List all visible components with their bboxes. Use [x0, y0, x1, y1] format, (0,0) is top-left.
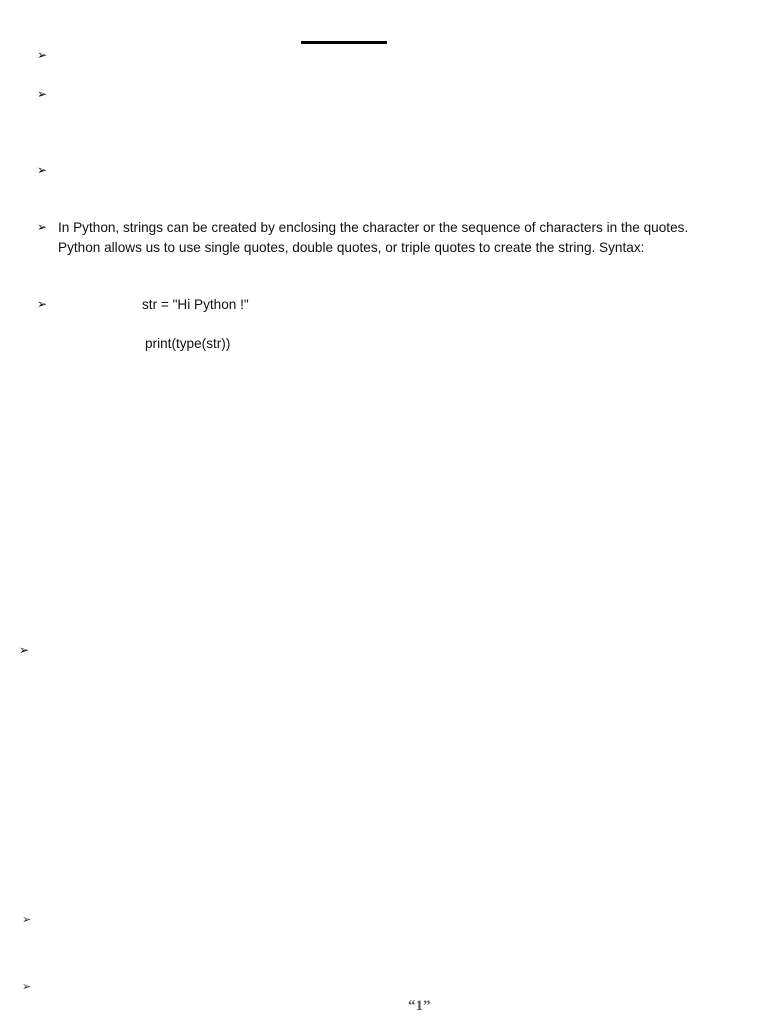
bullet-arrow-icon: ➢ — [22, 980, 32, 993]
page-number: “1” — [408, 998, 431, 1014]
bullet-arrow-icon: ➢ — [37, 220, 48, 234]
bullet-arrow-icon: ➢ — [37, 87, 48, 101]
paragraph-line: In Python, strings can be created by enclosing the character or the sequence of characters in the quotes. — [58, 220, 689, 235]
strings-paragraph — [58, 218, 748, 258]
title-underline — [301, 41, 387, 44]
bullet-arrow-icon: ➢ — [37, 297, 48, 311]
code-line-print: print(type(str)) — [145, 336, 231, 351]
paragraph-line: Python allows us to use single quotes, double quotes, or triple quotes to create the string. Syntax: — [58, 240, 645, 255]
bullet-arrow-icon: ➢ — [37, 163, 48, 177]
bullet-arrow-icon: ➢ — [19, 643, 30, 657]
bullet-arrow-icon: ➢ — [37, 48, 48, 62]
code-line-assignment: str = "Hi Python !" — [142, 297, 249, 312]
bullet-arrow-icon: ➢ — [22, 913, 32, 926]
